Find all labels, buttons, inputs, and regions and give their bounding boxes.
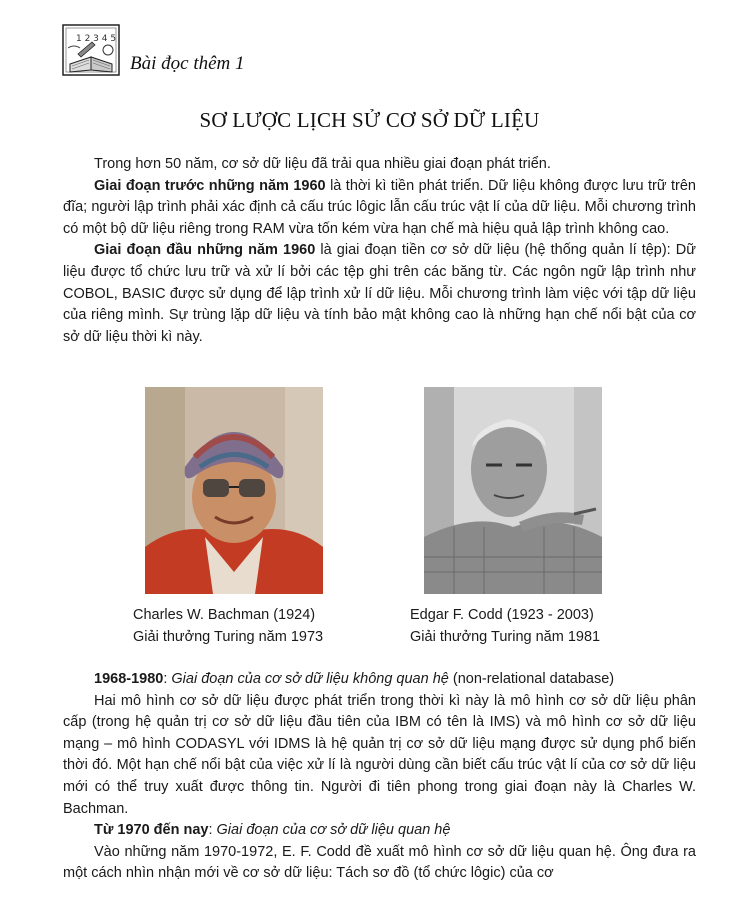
paragraph-pre-1960-heading: Giai đoạn trước những năm 1960 — [94, 177, 326, 194]
era-1968-years: 1968-1980 — [94, 671, 164, 687]
bachman-photo — [145, 387, 323, 594]
codd-name: Edgar F. Codd (1923 - 2003) — [410, 607, 594, 623]
reading-label: Bài đọc thêm 1 — [130, 53, 245, 74]
paragraph-pre-1960 — [63, 176, 696, 241]
intro-paragraph: Trong hơn 50 năm, cơ sở dữ liệu đã trải qua nhiều giai đoạn phát triển. — [94, 156, 551, 172]
codd-award: Giải thưởng Turing năm 1981 — [410, 629, 601, 645]
paragraph-pre-1960-text: là thời kì tiền phát triển. Dữ liệu không được lưu trữ trên đĩa; người lập trình phải xác định cả cấu trúc lôgic lẫn cấu trúc vật lí của dữ liệu. Mỗi chương trình có một bộ dữ liệu riêng trong RAM vừa tốn kém vừa hạn chế mà hiệu quả lập trình không cao. — [63, 177, 696, 237]
era-1970-label: Giai đoạn của cơ sở dữ liệu quan hệ — [216, 822, 451, 839]
paragraph-early-1960-text: là giai đoạn tiền cơ sở dữ liệu (hệ thống quản lí tệp): Dữ liệu được tổ chức lưu trữ và xử lí bởi các tệp ghi trên các băng từ. Các ngôn ngữ lập trình như COBOL, BASIC được sử dụng để lập trình xử lí dữ liệu. Mỗi chương trình làm việc với tập dữ liệu của riêng mình. Sự trùng lặp dữ liệu và tính bảo mật không cao là những hạn chế nổi bật của cơ sở dữ liệu thời kì này. — [63, 242, 696, 345]
paragraph-early-1960 — [63, 240, 696, 348]
era-1970-years: Từ 1970 đến nay — [94, 822, 209, 839]
era-1968-heading — [63, 669, 696, 691]
reading-header — [62, 20, 362, 80]
reading-book-icon — [62, 24, 120, 76]
era-1968-label: Giai đoạn của cơ sở dữ liệu không quan hệ — [171, 671, 449, 687]
bachman-caption — [133, 604, 393, 648]
paragraph-early-1960-heading: Giai đoạn đầu những năm 1960 — [94, 242, 316, 259]
bachman-name: Charles W. Bachman (1924) — [133, 607, 316, 623]
era-1968-note: (non-relational database) — [448, 671, 615, 687]
bachman-award: Giải thưởng Turing năm 1973 — [133, 629, 324, 645]
era-1970-body: Vào những năm 1970-1972, E. F. Codd đề xuất mô hình cơ sở dữ liệu quan hệ. Ông đưa ra một cách nhìn nhận mới về cơ sở dữ liệu: Tách sơ đồ (tổ chức lôgic) của cơ — [63, 843, 696, 882]
era-1968-body: Hai mô hình cơ sở dữ liệu được phát triển trong thời kì này là mô hình cơ sở dữ liệu phân cấp (trong hệ quản trị cơ sở dữ liệu đầu tiên của IBM có tên là IMS) và mô hình cơ sở dữ liệu mạng – mô hình CODASYL với IDMS là hệ quản trị cơ sở dữ liệu mạng được sử dụng phổ biến thời đó. Một hạn chế nổi bật của việc xử lí là người dùng cần biết cấu trúc vật lí của cơ sở dữ liệu mới có thể truy xuất được thông tin. Người đi tiên phong trong giai đoạn này là Charles W. Bachman. — [63, 692, 696, 817]
eras-section — [63, 669, 696, 885]
intro-section — [63, 154, 696, 348]
svg-text:1 2 3 4 5: 1 2 3 4 5 — [76, 34, 117, 44]
era-1970-heading — [63, 820, 696, 842]
codd-caption — [410, 604, 670, 648]
codd-photo — [424, 387, 602, 594]
page-title: SƠ LƯỢC LỊCH SỬ CƠ SỞ DỮ LIỆU — [199, 108, 540, 132]
era-1968-sep: : — [163, 671, 172, 687]
era-1970-sep: : — [208, 822, 217, 839]
